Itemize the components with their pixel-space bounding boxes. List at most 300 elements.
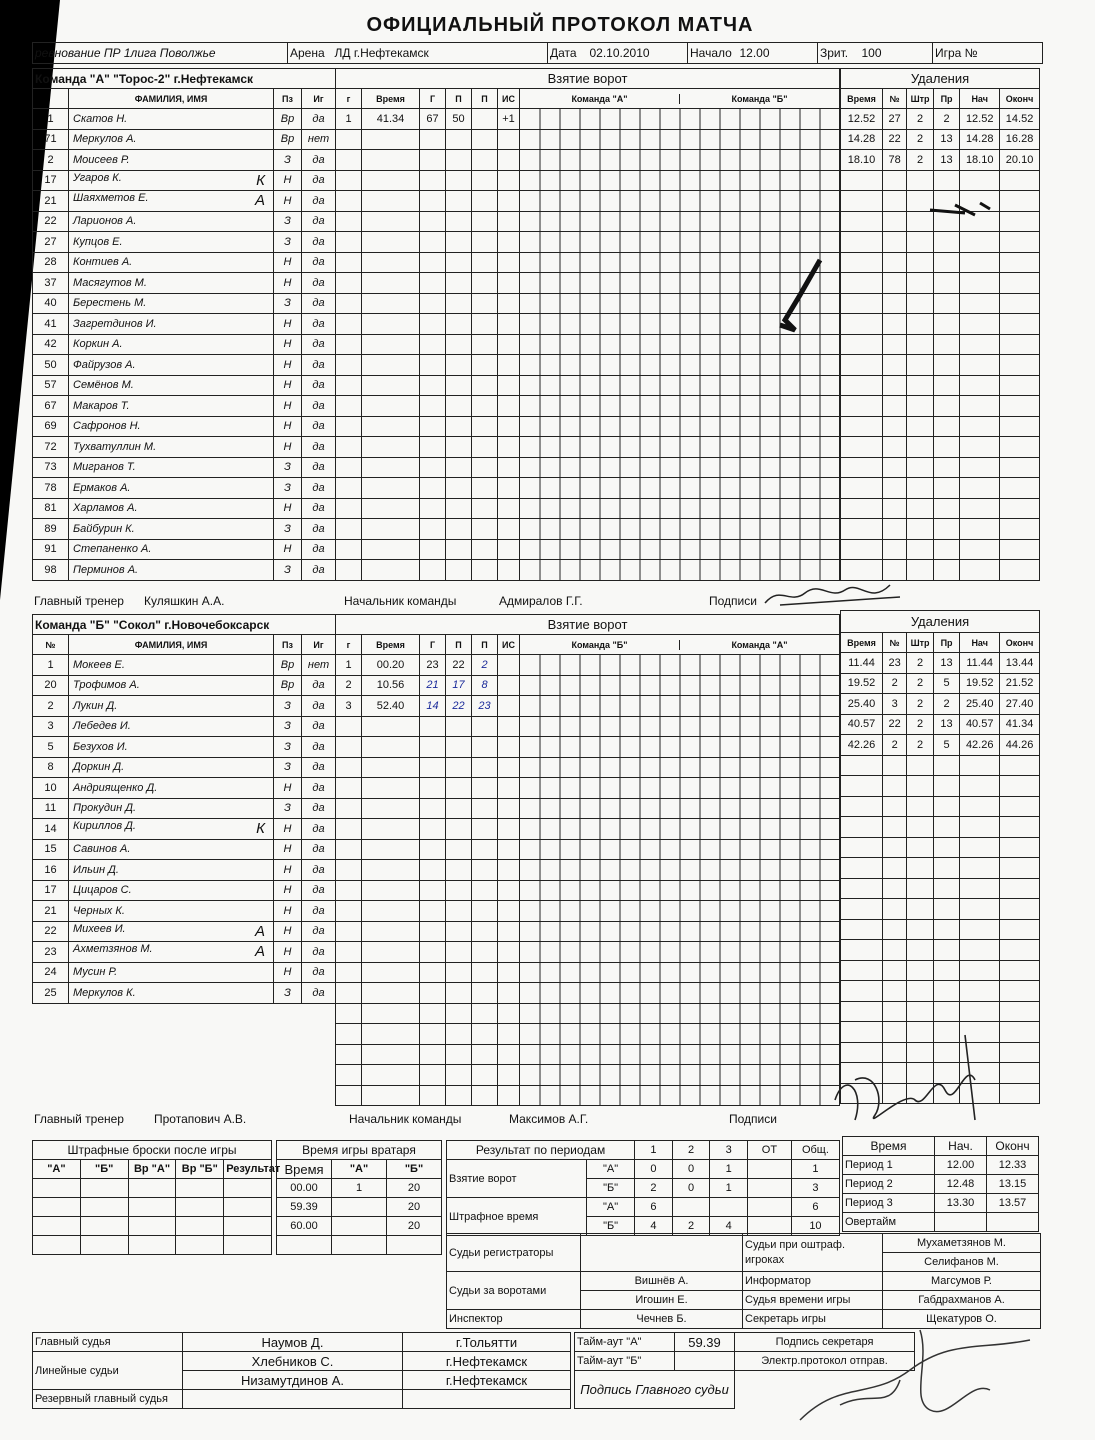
goal-is xyxy=(498,1003,520,1024)
goal-row xyxy=(336,211,840,232)
goal-assist-grid xyxy=(520,1024,840,1045)
penalty-r xyxy=(933,232,960,253)
goal-time xyxy=(362,150,420,171)
penalty-s xyxy=(960,334,1000,355)
goal-time xyxy=(362,560,420,581)
penalty-r: 13 xyxy=(933,150,960,171)
goal-a xyxy=(420,293,446,314)
goal-time xyxy=(362,983,420,1004)
player-name-text: Контиев А. xyxy=(73,256,133,269)
period-value: 6 xyxy=(635,1198,673,1217)
period-value: 0 xyxy=(672,1179,710,1198)
goalie-time-table: Время игры вратаря Время "А" "Б" 00.00 1 20 59.39 20 60.00 20 xyxy=(276,1140,442,1255)
penalty-row xyxy=(841,755,1040,776)
goal-is xyxy=(498,519,520,540)
period-time-label: Овертайм xyxy=(843,1213,935,1232)
penalty-t xyxy=(841,899,883,920)
period-time-label: Период 2 xyxy=(843,1175,935,1194)
goal-c xyxy=(472,191,498,212)
goal-row xyxy=(336,798,840,819)
player-name-text: Ахметзянов М. xyxy=(73,943,153,956)
player-played: да xyxy=(302,962,336,983)
penalty-n xyxy=(882,211,906,232)
goal-is xyxy=(498,560,520,581)
goal-g xyxy=(336,498,362,519)
penalty-n xyxy=(882,191,906,212)
period-start xyxy=(935,1213,987,1232)
goal-b xyxy=(446,1024,472,1045)
penalty-n xyxy=(882,498,906,519)
penalty-s xyxy=(960,232,1000,253)
penalty-t: 25.40 xyxy=(841,694,883,715)
goal-assist-grid xyxy=(520,334,840,355)
player-name-text: Цицаров С. xyxy=(73,884,132,897)
goal-is: +1 xyxy=(498,109,520,130)
penalty-m xyxy=(907,899,934,920)
player-row xyxy=(33,170,336,191)
player-name xyxy=(69,655,274,676)
player-name-text: Савинов А. xyxy=(73,843,131,856)
goals-col-header: Г xyxy=(420,635,446,655)
goal-g xyxy=(336,191,362,212)
goal-a xyxy=(420,1024,446,1045)
period-team: "Б" xyxy=(587,1217,635,1236)
penalty-row xyxy=(841,396,1040,417)
period-value xyxy=(710,1198,748,1217)
penalty-row xyxy=(841,437,1040,458)
goal-time xyxy=(362,880,420,901)
player-row xyxy=(33,778,336,799)
goal-b xyxy=(446,232,472,253)
goal-c xyxy=(472,273,498,294)
goal-a: 14 xyxy=(420,696,446,717)
player-played: да xyxy=(302,539,336,560)
goal-c xyxy=(472,539,498,560)
penalty-t: 14.28 xyxy=(841,129,883,150)
player-row xyxy=(33,129,336,150)
player-number: 91 xyxy=(33,539,69,560)
goal-assist-grid xyxy=(520,1085,840,1106)
penalty-t: 40.57 xyxy=(841,714,883,735)
goal-assist-grid xyxy=(520,1044,840,1065)
goal-c xyxy=(472,314,498,335)
goal-row xyxy=(336,519,840,540)
goal-assist-grid xyxy=(520,293,840,314)
goal-time xyxy=(362,839,420,860)
player-played: да xyxy=(302,778,336,799)
penalty-r: 13 xyxy=(933,653,960,674)
goal-b xyxy=(446,375,472,396)
goal-row xyxy=(336,757,840,778)
goal-a xyxy=(420,1085,446,1106)
goal-c xyxy=(472,1044,498,1065)
player-name xyxy=(69,314,274,335)
player-played: да xyxy=(302,314,336,335)
player-name-text: Загретдинов И. xyxy=(73,317,157,330)
team-a-roster: Команда "А" "Торос-2" г.Нефтекамск ФАМИЛИЯ, ИМЯ Пз Иг 1 Скатов Н. Вр да 71 Меркулов А. Вр нет 2 Моисеев Р. З да 17 Угаров К. К Н да 21 Шаяхметов Е. А Н да 22 Ларионов А. З да 27 Купцов Е. З да 28 Контиев А. Н да 37 Масягутов М. Н да 40 Берестень М. З да 41 Загретдинов И. Н да 42 Коркин А. Н да 50 Файрузов А. Н да 57 Семёнов М. Н да 67 Макаров Т. Н да 69 Сафронов Н. Н да 72 Тухватуллин М. Н да 73 Мигранов Т. З да 78 Ермаков А. З да 81 Харламов А. Н да 89 Байбурин К. З да 91 Степаненко А. Н да 98 Перминов А. З да xyxy=(32,68,336,581)
penalty-row xyxy=(841,355,1040,376)
penalty-s xyxy=(960,776,1000,797)
penalty-s: 19.52 xyxy=(960,673,1000,694)
penalty-row xyxy=(841,1042,1040,1063)
goal-b: 22 xyxy=(446,696,472,717)
goal-assist-grid xyxy=(520,962,840,983)
penalty-row xyxy=(841,919,1040,940)
period-time-label: Период 3 xyxy=(843,1194,935,1213)
period-start: 13.30 xyxy=(935,1194,987,1213)
goal-b xyxy=(446,560,472,581)
goal-is xyxy=(498,457,520,478)
goal-assist-grid xyxy=(520,211,840,232)
player-position: З xyxy=(274,150,302,171)
penalty-n xyxy=(882,375,906,396)
goal-g xyxy=(336,232,362,253)
goal-time xyxy=(362,962,420,983)
player-number: 14 xyxy=(33,819,69,840)
player-row xyxy=(33,232,336,253)
player-name-text: Андриященко Д. xyxy=(73,781,158,794)
player-name-text: Ермаков А. xyxy=(73,481,131,494)
penalty-n xyxy=(882,232,906,253)
goal-assist-grid xyxy=(520,655,840,676)
goal-g xyxy=(336,716,362,737)
player-position: З xyxy=(274,560,302,581)
goal-g xyxy=(336,880,362,901)
team-a-section xyxy=(32,68,336,581)
penalty-n xyxy=(882,940,906,961)
player-name xyxy=(69,375,274,396)
goal-is xyxy=(498,150,520,171)
penalty-row xyxy=(841,1083,1040,1104)
player-name-text: Угаров К. xyxy=(73,171,122,184)
penalty-t xyxy=(841,539,883,560)
penalty-m: 2 xyxy=(907,653,934,674)
penalty-s xyxy=(960,755,1000,776)
penalty-n xyxy=(882,437,906,458)
penalty-t xyxy=(841,211,883,232)
goal-a xyxy=(420,778,446,799)
penalty-s xyxy=(960,1022,1000,1043)
player-name xyxy=(69,416,274,437)
period-value: 1 xyxy=(710,1160,748,1179)
penalty-n xyxy=(882,817,906,838)
player-played: да xyxy=(302,334,336,355)
player-position: З xyxy=(274,737,302,758)
match-date: 02.10.2010 xyxy=(588,43,688,64)
period-value: 1 xyxy=(710,1179,748,1198)
goal-b xyxy=(446,539,472,560)
goal-assist-grid xyxy=(520,1003,840,1024)
player-number: 37 xyxy=(33,273,69,294)
player-name xyxy=(69,921,274,942)
player-row xyxy=(33,921,336,942)
player-name-text: Меркулов А. xyxy=(73,133,137,146)
goal-c xyxy=(472,819,498,840)
player-name-text: Прокудин Д. xyxy=(73,802,137,815)
goal-row xyxy=(336,232,840,253)
player-played: да xyxy=(302,232,336,253)
goal-c xyxy=(472,375,498,396)
player-played: да xyxy=(302,737,336,758)
goal-b xyxy=(446,1065,472,1086)
penalty-t xyxy=(841,416,883,437)
penalty-row xyxy=(841,539,1040,560)
penalty-n: 27 xyxy=(882,109,906,130)
player-number: 21 xyxy=(33,191,69,212)
goals-col-header: Время xyxy=(362,89,420,109)
team-a-goals: Взятие ворот г Время Г П П ИС Команда "А" Команда "Б" 1 41.34 67 50 +1 xyxy=(335,68,840,581)
player-name-text: Берестень М. xyxy=(73,297,147,310)
goal-a xyxy=(420,232,446,253)
period-result-row xyxy=(447,1198,840,1217)
player-row xyxy=(33,252,336,273)
penalty-e xyxy=(1000,940,1040,961)
goal-assist-grid xyxy=(520,860,840,881)
goal-a xyxy=(420,983,446,1004)
player-played: да xyxy=(302,437,336,458)
goal-assist-grid xyxy=(520,675,840,696)
penalty-n xyxy=(882,878,906,899)
goal-b: 22 xyxy=(446,655,472,676)
player-number: 25 xyxy=(33,983,69,1004)
penalty-row xyxy=(841,150,1040,171)
goal-g xyxy=(336,942,362,963)
goal-row xyxy=(336,778,840,799)
player-position: З xyxy=(274,457,302,478)
goal-time xyxy=(362,1044,420,1065)
player-row xyxy=(33,396,336,417)
goal-g xyxy=(336,921,362,942)
goalie-a xyxy=(332,1198,387,1217)
goalie-b: 20 xyxy=(387,1179,442,1198)
player-row xyxy=(33,457,336,478)
goal-time xyxy=(362,191,420,212)
player-row xyxy=(33,880,336,901)
penalty-m xyxy=(907,817,934,838)
goal-is xyxy=(498,437,520,458)
player-row xyxy=(33,819,336,840)
penalty-col-header: Нач xyxy=(960,633,1000,653)
penalty-m xyxy=(907,273,934,294)
goal-c xyxy=(472,437,498,458)
player-number: 73 xyxy=(33,457,69,478)
penalty-e xyxy=(1000,252,1040,273)
penalty-row xyxy=(841,314,1040,335)
player-name xyxy=(69,696,274,717)
penalty-r xyxy=(933,919,960,940)
penalty-row xyxy=(841,776,1040,797)
penalty-m xyxy=(907,1083,934,1104)
goal-time xyxy=(362,798,420,819)
col-team-b: Команда "Б" xyxy=(731,93,788,104)
goal-row xyxy=(336,696,840,717)
goal-g xyxy=(336,1085,362,1106)
penalty-s: 18.10 xyxy=(960,150,1000,171)
player-name-text: Харламов А. xyxy=(73,502,138,515)
penalty-m xyxy=(907,334,934,355)
penalty-m xyxy=(907,960,934,981)
penalty-row xyxy=(841,714,1040,735)
penalty-m xyxy=(907,252,934,273)
penalty-s xyxy=(960,170,1000,191)
penalty-e xyxy=(1000,919,1040,940)
goal-time xyxy=(362,942,420,963)
penalty-col-header: № xyxy=(882,89,906,109)
goal-row xyxy=(336,1003,840,1024)
goal-a xyxy=(420,880,446,901)
player-played: да xyxy=(302,416,336,437)
period-value: 10 xyxy=(791,1217,839,1236)
player-number: 22 xyxy=(33,921,69,942)
goal-assist-grid xyxy=(520,778,840,799)
player-name-text: Трофимов А. xyxy=(73,679,140,692)
goal-g xyxy=(336,375,362,396)
penalty-n xyxy=(882,796,906,817)
goal-row xyxy=(336,716,840,737)
goal-is xyxy=(498,962,520,983)
goal-a xyxy=(420,150,446,171)
period-row-label: Штрафное время xyxy=(447,1198,587,1236)
goal-c xyxy=(472,129,498,150)
penalty-e xyxy=(1000,170,1040,191)
goal-g xyxy=(336,778,362,799)
penalty-row xyxy=(841,252,1040,273)
player-number: 67 xyxy=(33,396,69,417)
player-name-text: Михеев И. xyxy=(73,922,126,935)
player-number: 28 xyxy=(33,252,69,273)
goal-time xyxy=(362,1024,420,1045)
penalty-e xyxy=(1000,981,1040,1002)
player-row xyxy=(33,901,336,922)
penalty-e: 14.52 xyxy=(1000,109,1040,130)
goal-a xyxy=(420,539,446,560)
penalty-row xyxy=(841,273,1040,294)
player-position: Н xyxy=(274,314,302,335)
player-number: 8 xyxy=(33,757,69,778)
penalty-n xyxy=(882,252,906,273)
goal-a xyxy=(420,798,446,819)
player-name xyxy=(69,396,274,417)
goal-time xyxy=(362,901,420,922)
player-played: да xyxy=(302,252,336,273)
goal-assist-grid xyxy=(520,921,840,942)
player-number: 17 xyxy=(33,170,69,191)
goal-time xyxy=(362,375,420,396)
goal-g xyxy=(336,252,362,273)
penalty-col-header: Оконч xyxy=(1000,633,1040,653)
goal-row xyxy=(336,170,840,191)
goal-row xyxy=(336,737,840,758)
goal-b xyxy=(446,716,472,737)
goal-b xyxy=(446,273,472,294)
penalty-e xyxy=(1000,776,1040,797)
penalty-t xyxy=(841,878,883,899)
player-name xyxy=(69,560,274,581)
player-played: да xyxy=(302,211,336,232)
player-row xyxy=(33,437,336,458)
player-position: Н xyxy=(274,778,302,799)
goal-g: 2 xyxy=(336,675,362,696)
player-played: да xyxy=(302,942,336,963)
goal-row xyxy=(336,375,840,396)
period-value: 0 xyxy=(672,1160,710,1179)
goal-a xyxy=(420,396,446,417)
goal-g xyxy=(336,983,362,1004)
goal-g xyxy=(336,129,362,150)
period-end: 13.57 xyxy=(987,1194,1039,1213)
goalie-time-row xyxy=(277,1217,442,1236)
player-position: З xyxy=(274,232,302,253)
goals-col-header: ИС xyxy=(498,89,520,109)
penalty-t: 18.10 xyxy=(841,150,883,171)
goal-time xyxy=(362,478,420,499)
player-name-text: Макаров Т. xyxy=(73,399,130,412)
period-time-row xyxy=(843,1156,1039,1175)
penalty-e xyxy=(1000,191,1040,212)
penalty-n xyxy=(882,1083,906,1104)
penalty-s: 14.28 xyxy=(960,129,1000,150)
team-b-coach: Протапович А.В. xyxy=(154,1112,247,1126)
team-a-penalties: Удаления Время № Штр Пр Нач Оконч 12.52 27 2 2 12.52 14.52 14.28 22 2 13 14.28 16.28 18.10 78 2 13 18.10 20.10 xyxy=(840,68,1040,581)
penalty-row xyxy=(841,940,1040,961)
goal-time: 00.20 xyxy=(362,655,420,676)
goal-assist-grid xyxy=(520,478,840,499)
goal-c xyxy=(472,798,498,819)
penalty-s xyxy=(960,437,1000,458)
penalty-r xyxy=(933,170,960,191)
penalty-r xyxy=(933,314,960,335)
penalty-e xyxy=(1000,899,1040,920)
goal-is xyxy=(498,1065,520,1086)
goal-g xyxy=(336,1044,362,1065)
penalty-r: 2 xyxy=(933,694,960,715)
goal-b xyxy=(446,355,472,376)
goal-b xyxy=(446,778,472,799)
penalty-t xyxy=(841,858,883,879)
period-row-label: Взятие ворот xyxy=(447,1160,587,1198)
player-played: да xyxy=(302,396,336,417)
goals-col-header: П xyxy=(472,89,498,109)
goal-c xyxy=(472,983,498,1004)
player-number: 72 xyxy=(33,437,69,458)
goal-c xyxy=(472,778,498,799)
penalty-n xyxy=(882,755,906,776)
penalty-row xyxy=(841,232,1040,253)
penalty-n xyxy=(882,478,906,499)
goalie-time-row xyxy=(277,1198,442,1217)
goal-assist-grid xyxy=(520,232,840,253)
player-played: да xyxy=(302,983,336,1004)
player-name-text: Байбурин К. xyxy=(73,522,135,535)
penalty-s xyxy=(960,960,1000,981)
penalty-row xyxy=(841,416,1040,437)
penalty-s xyxy=(960,293,1000,314)
goal-b xyxy=(446,150,472,171)
penalty-m xyxy=(907,1022,934,1043)
goal-is xyxy=(498,983,520,1004)
goal-is xyxy=(498,170,520,191)
goal-is xyxy=(498,696,520,717)
player-name xyxy=(69,942,274,963)
penalty-n xyxy=(882,776,906,797)
goal-is xyxy=(498,757,520,778)
penalty-e: 21.52 xyxy=(1000,673,1040,694)
penalty-s xyxy=(960,191,1000,212)
player-number: 11 xyxy=(33,798,69,819)
penalty-r xyxy=(933,334,960,355)
player-number: 23 xyxy=(33,942,69,963)
goal-is xyxy=(498,191,520,212)
